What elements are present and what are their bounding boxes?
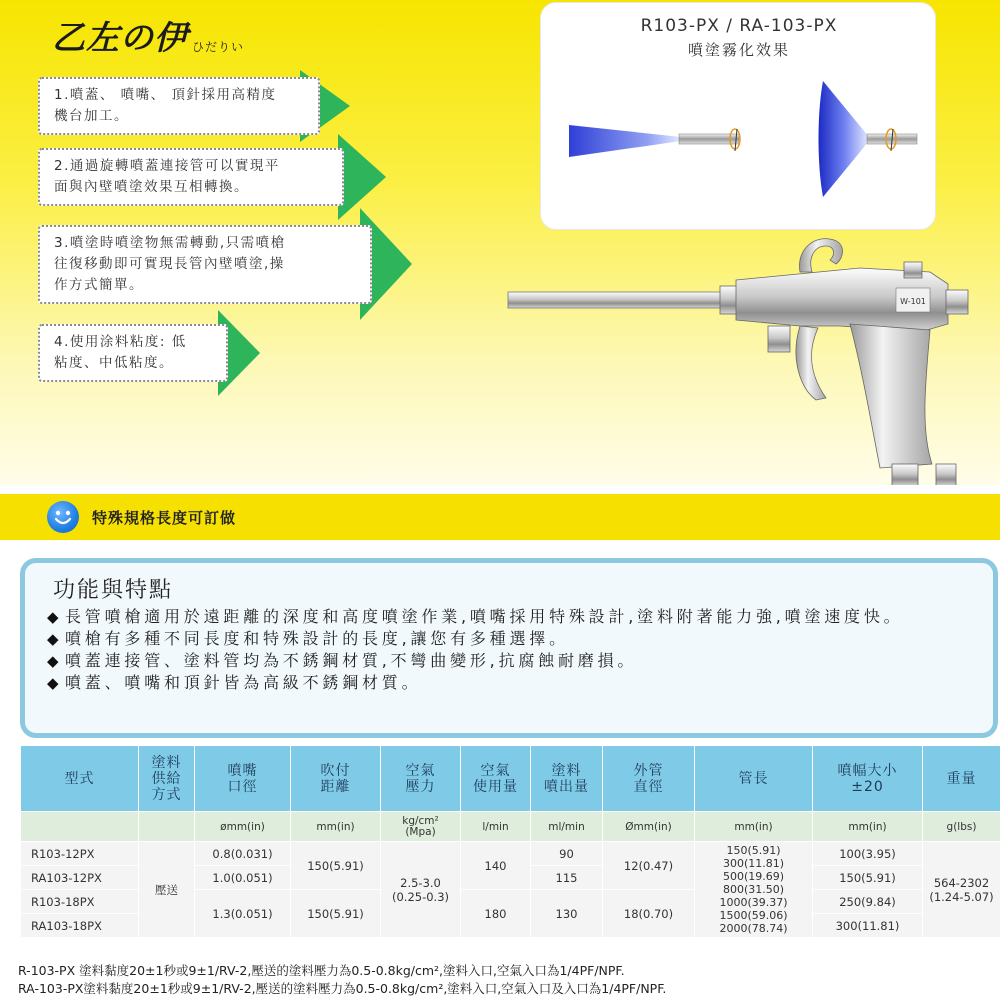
radial-spray-icon: [819, 81, 918, 197]
air-use-cell: 140: [461, 842, 531, 890]
supply-cell: 壓送: [139, 842, 195, 938]
spray-effect-panel: [540, 2, 936, 230]
notice-text: 特殊規格長度可訂做: [92, 508, 237, 527]
spray-width-cell: 100(3.95): [813, 842, 923, 866]
feature-list: [47, 606, 971, 694]
header-pipe-len: 管長: [695, 746, 813, 812]
smiley-icon: [47, 501, 79, 533]
brand-logo: [52, 12, 244, 59]
feature-arrow-text: 1.噴蓋、 噴嘴、 頂針採用高精度 機台加工。: [38, 77, 320, 135]
distance-cell: 150(5.91): [291, 842, 381, 890]
unit-cell: ml/min: [531, 812, 603, 842]
spray-width-cell: 250(9.84): [813, 890, 923, 914]
feature-arrow-text: 2.通過旋轉噴蓋連接管可以實現平 面與內壁噴塗效果互相轉換。: [38, 148, 344, 206]
model-cell: R103-18PX: [21, 890, 139, 914]
gun-model-label: W-101: [900, 297, 926, 306]
nozzle-cell: 1.0(0.051): [195, 866, 291, 890]
table-row: [21, 842, 1000, 866]
nozzle-cell: 1.3(0.051): [195, 890, 291, 938]
model-cell: R103-12PX: [21, 842, 139, 866]
paint-out-cell: 115: [531, 866, 603, 890]
feature-arrow-text: 4.使用涂料粘度: 低 粘度、中低粘度。: [38, 324, 228, 382]
feature-arrow-3: [38, 208, 412, 320]
feature-list-item: ◆ 長管噴槍適用於遠距離的深度和高度噴塗作業,噴嘴採用特殊設計,塗料附著能力強,噴塗速度快。: [47, 606, 971, 628]
unit-cell: kg/cm² (Mpa): [381, 812, 461, 842]
spray-width-cell: 300(11.81): [813, 914, 923, 938]
brand-logo-subtext: ひだりい: [192, 40, 245, 54]
footnote-line: RA-103-PX塗料黏度20±1秒或9±1/RV-2,壓送的塗料壓力為0.5-0.8kg/cm²,塗料入口,空氣入口及入口為1/4PF/NPF.: [18, 981, 667, 996]
header-supply: 塗料 供給 方式: [139, 746, 195, 812]
header-paint-out: 塗料 噴出量: [531, 746, 603, 812]
feature-arrow-1: [38, 70, 348, 142]
header-weight: 重量: [923, 746, 1000, 812]
model-cell: RA103-12PX: [21, 866, 139, 890]
feature-list-item: ◆ 噴槍有多種不同長度和特殊設計的長度,讓您有多種選擇。: [47, 628, 971, 650]
spray-gun-image: [500, 228, 980, 485]
unit-cell: l/min: [461, 812, 531, 842]
header-pressure: 空氣 壓力: [381, 746, 461, 812]
spray-diagram: [541, 73, 937, 223]
paint-out-cell: 90: [531, 842, 603, 866]
header-outer-dia: 外管 直徑: [603, 746, 695, 812]
feature-list-item: ◆ 噴蓋、噴嘴和頂針皆為高級不銹鋼材質。: [47, 672, 971, 694]
weight-cell: 564-2302 (1.24-5.07): [923, 842, 1000, 938]
model-cell: RA103-18PX: [21, 914, 139, 938]
unit-cell: mm(in): [695, 812, 813, 842]
feature-list-item: ◆ 噴蓋連接管、塗料管均為不銹鋼材質,不彎曲變形,抗腐蝕耐磨損。: [47, 650, 971, 672]
header-spray-width: 噴幅大小 ±20: [813, 746, 923, 812]
nozzle-cell: 0.8(0.031): [195, 842, 291, 866]
unit-cell: Ømm(in): [603, 812, 695, 842]
brand-logo-text: 乙左の伊: [52, 18, 188, 57]
feature-arrow-text: 3.噴塗時噴塗物無需轉動,只需噴槍 往復移動即可實現長管內壁噴塗,操 作方式簡單。: [38, 225, 372, 304]
straight-spray-icon: [569, 125, 740, 157]
pressure-cell: 2.5-3.0 (0.25-0.3): [381, 842, 461, 938]
spray-width-cell: 150(5.91): [813, 866, 923, 890]
unit-cell: mm(in): [291, 812, 381, 842]
hero-banner: [0, 0, 1000, 485]
footnote-line: R-103-PX 塗料黏度20±1秒或9±1/RV-2,壓送的塗料壓力為0.5-0.8kg/cm²,塗料入口,空氣入口為1/4PF/NPF.: [18, 963, 625, 978]
unit-cell: mm(in): [813, 812, 923, 842]
feature-arrow-4: [38, 310, 260, 396]
smiley-face-icon: [47, 501, 79, 533]
notice-band: [0, 494, 1000, 540]
unit-cell: g(lbs): [923, 812, 1000, 842]
footnotes: [18, 962, 993, 998]
table-header-row: [21, 746, 1000, 812]
effect-panel-subtitle: 噴塗霧化效果: [687, 41, 790, 59]
feature-section: [20, 558, 998, 738]
effect-panel-title: R103-PX / RA-103-PX: [640, 16, 838, 36]
outer-dia-cell: 18(0.70): [603, 890, 695, 938]
unit-cell: ømm(in): [195, 812, 291, 842]
feature-section-title: 功能與特點: [53, 578, 174, 603]
unit-cell: [21, 812, 139, 842]
pipe-len-cell: 150(5.91) 300(11.81) 500(19.69) 800(31.50) 1000(39.37) 1500(59.06) 2000(78.74): [695, 842, 813, 938]
header-nozzle: 噴嘴 口徑: [195, 746, 291, 812]
header-model: 型式: [21, 746, 139, 812]
header-air-use: 空氣 使用量: [461, 746, 531, 812]
header-distance: 吹付 距離: [291, 746, 381, 812]
outer-dia-cell: 12(0.47): [603, 842, 695, 890]
air-use-cell: 180: [461, 890, 531, 938]
distance-cell: 150(5.91): [291, 890, 381, 938]
paint-out-cell: 130: [531, 890, 603, 938]
spec-table: [20, 745, 1000, 938]
table-units-row: [21, 812, 1000, 842]
unit-cell: [139, 812, 195, 842]
